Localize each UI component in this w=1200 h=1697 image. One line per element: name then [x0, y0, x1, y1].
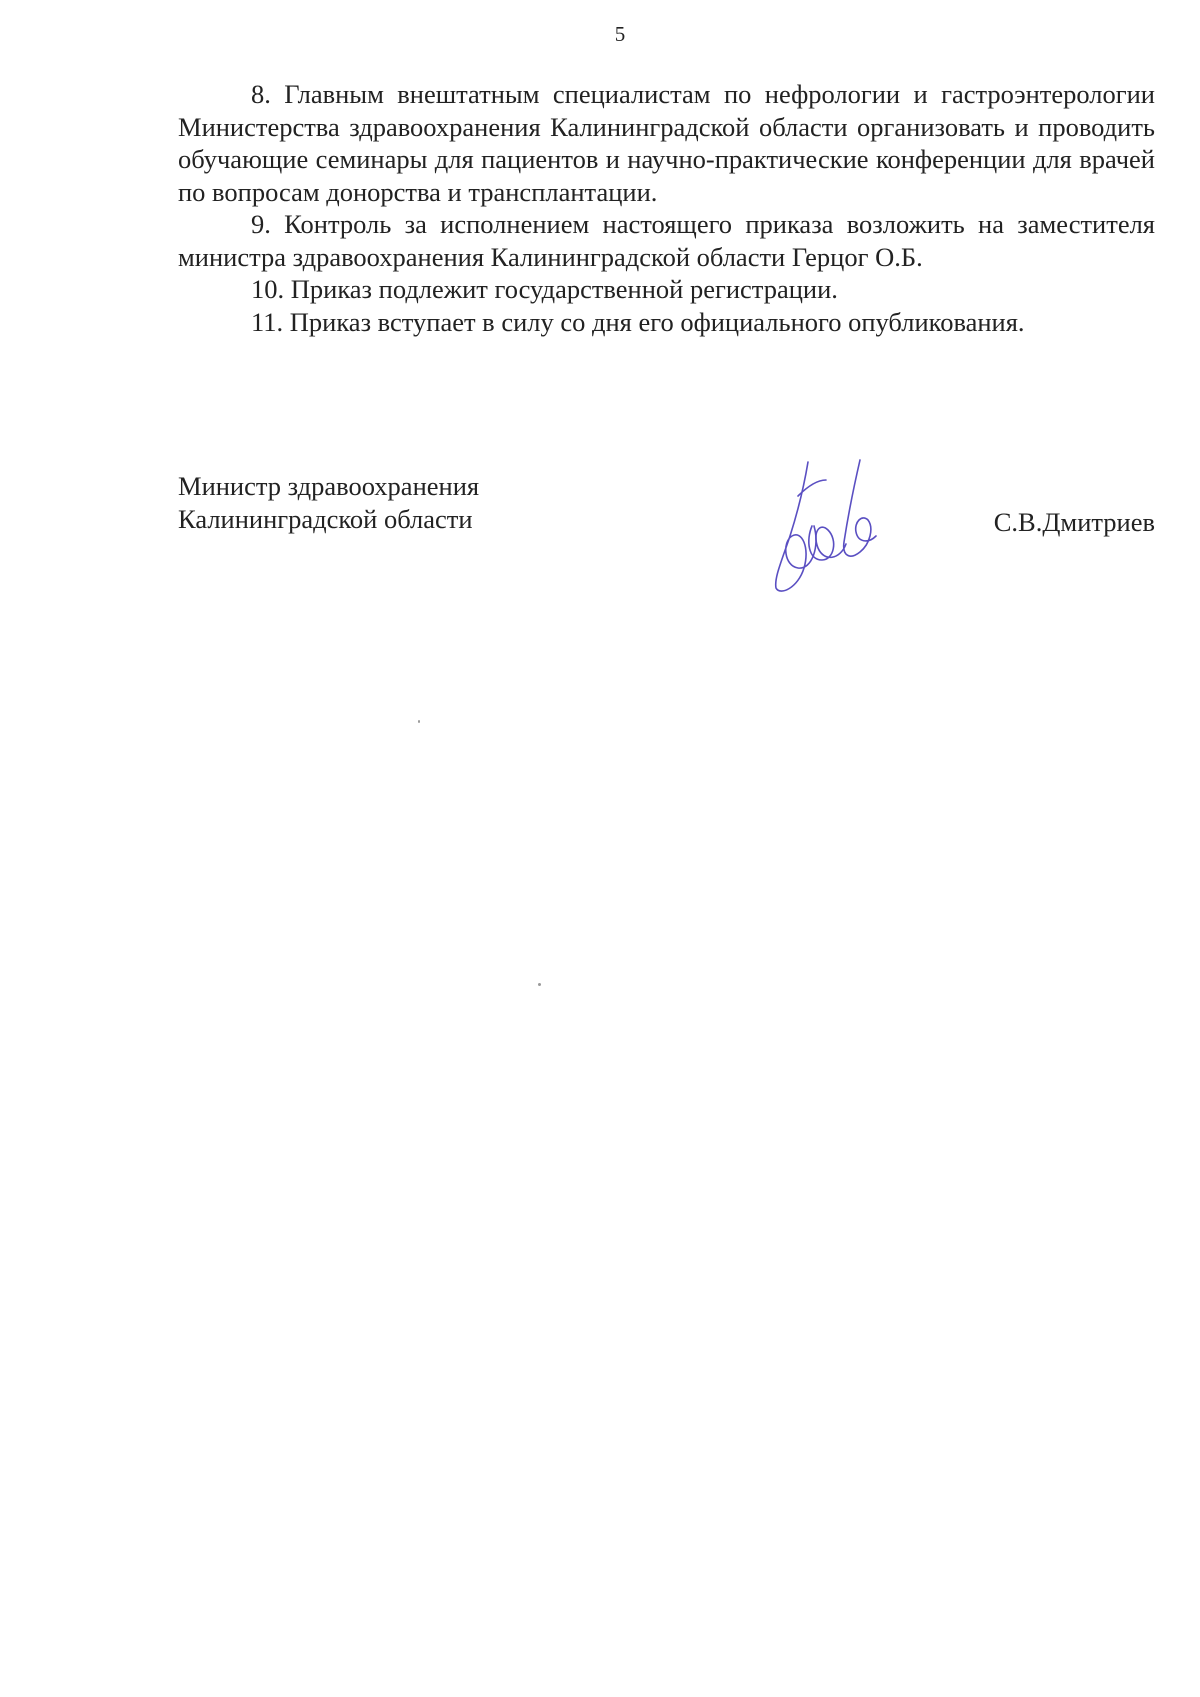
signature-block — [178, 470, 1155, 600]
order-body — [178, 78, 1155, 338]
scan-speck — [538, 983, 541, 986]
signer-name: С.В.Дмитриев — [993, 507, 1155, 537]
signer-title-line-1: Министр здравоохранения — [178, 471, 480, 501]
scan-speck — [418, 720, 420, 723]
order-item-9: 9. Контроль за исполнением настоящего приказа возложить на заместителя министра здравоохранения Калининградской области Герцог О.Б. — [178, 209, 1155, 272]
signer-title-line-2: Калининградской области — [178, 503, 473, 534]
order-item-10: 10. Приказ подлежит государственной регистрации. — [251, 274, 838, 304]
signer-title — [178, 470, 479, 535]
order-item-11: 11. Приказ вступает в силу со дня его официального опубликования. — [251, 306, 1025, 337]
page-number: 5 — [614, 22, 626, 46]
handwritten-signature — [768, 456, 888, 596]
order-item-8: 8. Главным внештатным специалистам по нефрологии и гастроэнтерологии Министерства здравоохранения Калининградской области организовать и проводить обучающие семинары для пациентов и научно-практические конференции для врачей по вопросам донорства и трансплантации. — [178, 79, 1155, 207]
